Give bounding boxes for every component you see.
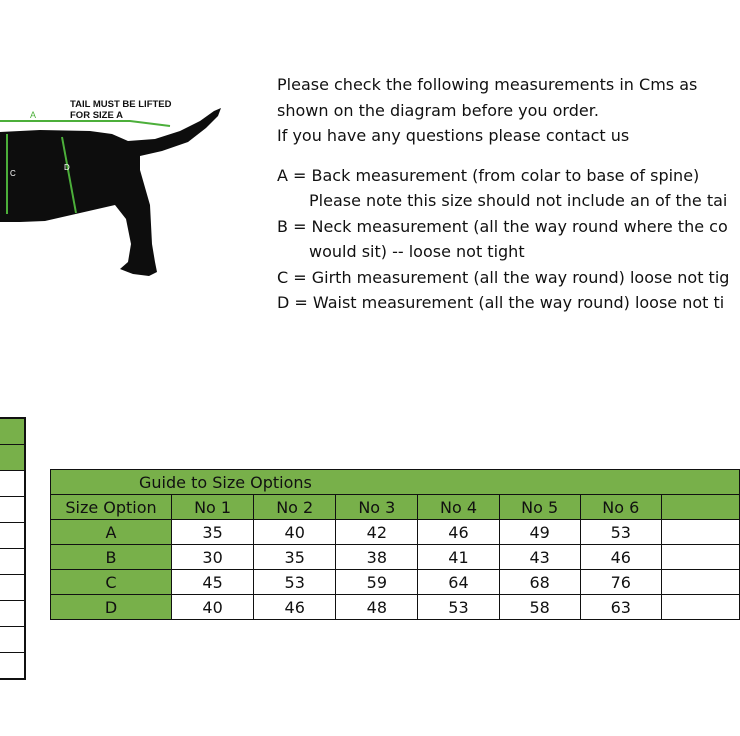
- table-title: Guide to Size Options: [51, 470, 418, 495]
- table-row: [51, 520, 740, 545]
- table-cell: 68: [499, 570, 580, 595]
- row-label: B: [51, 545, 172, 570]
- table-cell: 35: [254, 545, 336, 570]
- table-cell: 46: [580, 545, 661, 570]
- intro-line-3: If you have any questions please contact us: [277, 126, 630, 145]
- intro-line-2: shown on the diagram before you order.: [277, 100, 599, 120]
- row-label: D: [51, 595, 172, 620]
- table-cell: 46: [418, 520, 499, 545]
- table-cell: 58: [499, 595, 580, 620]
- measure-d: D = Waist measurement (all the way round) loose not ti: [277, 293, 725, 312]
- table-cell: 45: [172, 570, 254, 595]
- header-no-2: No 2: [254, 495, 336, 520]
- table-cell: 46: [254, 595, 336, 620]
- cropped-left-table: [0, 417, 26, 680]
- header-no-4: No 4: [418, 495, 499, 520]
- table-row: [51, 570, 740, 595]
- measurement-instructions: [277, 72, 740, 316]
- table-cell: 59: [336, 570, 418, 595]
- table-cell: 53: [418, 595, 499, 620]
- table-cell: 48: [336, 595, 418, 620]
- dog-silhouette: [0, 108, 221, 276]
- header-size-option: Size Option: [51, 495, 172, 520]
- header-no-5: No 5: [499, 495, 580, 520]
- table-cell: 41: [418, 545, 499, 570]
- intro-line-1: Please check the following measurements in Cms as: [277, 75, 698, 94]
- table-cell: 30: [172, 545, 254, 570]
- table-row: [51, 545, 740, 570]
- tail-note-line-1: TAIL MUST BE LIFTED: [70, 99, 172, 110]
- table-cell: 64: [418, 570, 499, 595]
- measure-b: B = Neck measurement (all the way round where the co: [277, 216, 728, 236]
- header-no-1: No 1: [172, 495, 254, 520]
- measure-c: C = Girth measurement (all the way round) loose not tig: [277, 267, 730, 287]
- table-cell: 38: [336, 545, 418, 570]
- size-guide-table: [50, 469, 740, 620]
- label-a: A: [30, 110, 37, 120]
- table-cell: 76: [580, 570, 661, 595]
- tail-note: [70, 99, 172, 121]
- table-cell: 53: [580, 520, 661, 545]
- table-row: [51, 595, 740, 620]
- row-label: A: [51, 520, 172, 545]
- table-title-row: [51, 470, 740, 495]
- label-c: C: [10, 169, 16, 178]
- table-cell: 53: [254, 570, 336, 595]
- header-no-6: No 6: [580, 495, 661, 520]
- table-cell: 40: [254, 520, 336, 545]
- table-cell: 63: [580, 595, 661, 620]
- table-cell: 42: [336, 520, 418, 545]
- tail-note-line-2: FOR SIZE A: [70, 110, 123, 121]
- measure-a-note: Please note this size should not include an of the tai: [309, 191, 728, 210]
- back-line-a: [0, 121, 170, 126]
- table-cell: 35: [172, 520, 254, 545]
- measure-a: A = Back measurement (from colar to base of spine): [277, 165, 700, 185]
- label-d: D: [64, 163, 70, 172]
- table-cell: 49: [499, 520, 580, 545]
- table-cell: 43: [499, 545, 580, 570]
- row-label: C: [51, 570, 172, 595]
- table-cell: 40: [172, 595, 254, 620]
- measure-b-note: would sit) -- loose not tight: [309, 242, 525, 261]
- table-header-row: [51, 495, 740, 520]
- header-no-3: No 3: [336, 495, 418, 520]
